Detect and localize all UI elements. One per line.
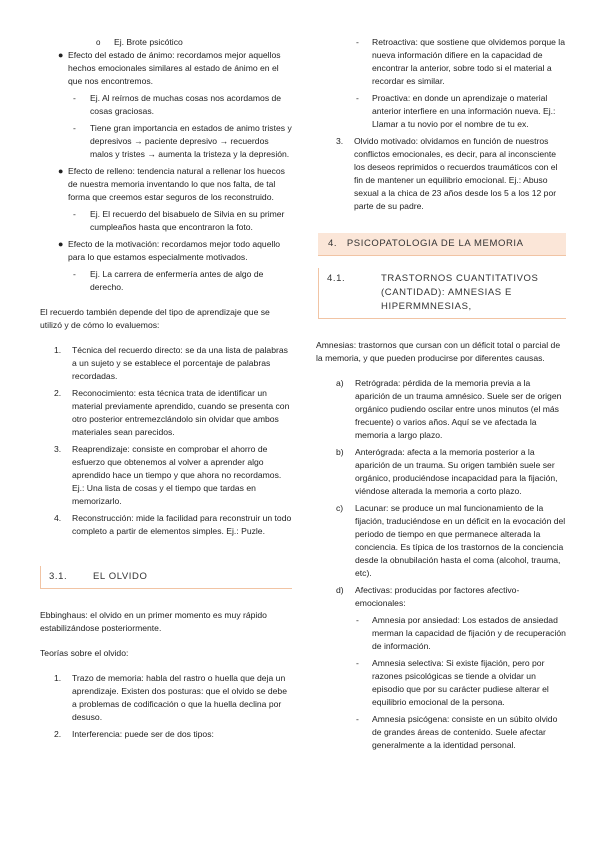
list-item bbox=[318, 713, 566, 752]
subsection-heading-trastornos bbox=[318, 268, 566, 319]
bullet-icon: ● bbox=[58, 50, 64, 60]
list-item-text: Retroactiva: que sostiene que olvidemos porque la nueva información difiere en la capacidad de encontrar la anterior, sobre todo si el material a recordar es similar. bbox=[372, 37, 565, 86]
list-item-text: Efecto de relleno: tendencia natural a rellenar los huecos de nuestra memoria inventando lo que nos falta, de tal forma que creemos estar seguros de los reconstruido. bbox=[68, 166, 285, 202]
list-item bbox=[40, 165, 292, 204]
list-item-text: Ej. La carrera de enfermería antes de algo de derecho. bbox=[90, 269, 264, 292]
paragraph-recuerdo: El recuerdo también depende del tipo de aprendizaje que se utilizó y de cómo lo evaluemos: bbox=[40, 307, 270, 330]
list-item bbox=[40, 268, 292, 294]
list-item-text: Reconocimiento: esta técnica trata de identificar un material previamente aprendido, cuando se presenta con otro posterior entremezclándolo sin olvidar que ambos materiales sean parecidos. bbox=[72, 388, 290, 437]
list-item-text: Retrógrada: pérdida de la memoria previa a la aparición de un trauma amnésico. Suele ser de origen orgánico pudiendo oscilar entre unos minutos (el más frecuente) o varios años. Aquí se ve afectada la memoria a largo plazo. bbox=[355, 378, 562, 440]
list-item-text: Afectivas: producidas por factores afectivo-emocionales: bbox=[355, 585, 520, 608]
list-letter: b) bbox=[336, 447, 344, 457]
list-item bbox=[40, 238, 292, 264]
heading-title: TRASTORNOS CUANTITATIVOS (CANTIDAD): AMNESIAS E HIPERMMNESIAS, bbox=[381, 273, 539, 312]
paragraph-amnesias: Amnesias: trastornos que cursan con un déficit total o parcial de la memoria, y que pueden producirse por diferentes causas. bbox=[316, 340, 561, 363]
list-item bbox=[318, 377, 566, 442]
dash-icon: - bbox=[356, 37, 359, 47]
list-letter: d) bbox=[336, 585, 344, 595]
list-item bbox=[318, 657, 566, 709]
heading-number: 4. bbox=[328, 238, 338, 249]
list-item-text: Anterógrada: afecta a la memoria posterior a la aparición de un trauma. Su origen también suele ser orgánico, produciéndose incapacidad para la fijación, viéndose alterada la memoria a corto plazo. bbox=[355, 447, 558, 496]
bullet-icon: ● bbox=[58, 239, 64, 249]
list-item-text: Ej. Brote psicótico bbox=[114, 37, 183, 47]
list-number: 1. bbox=[54, 673, 62, 683]
right-column bbox=[318, 36, 566, 752]
list-item bbox=[40, 36, 292, 49]
heading-title: PSICOPATOLOGIA DE LA MEMORIA bbox=[346, 238, 524, 249]
list-item-text: Lacunar: se produce un mal funcionamiento de la fijación, traduciéndose en un déficit en la evocación del periodo de tiempo en que permanece alterada la conciencia. Es típica de los trastornos de la conciencia desde la obnubilación hasta el coma (alcohol, trauma, etc). bbox=[355, 503, 566, 578]
list-item bbox=[318, 135, 566, 213]
list-letter: c) bbox=[336, 503, 344, 513]
list-item bbox=[40, 512, 292, 538]
heading-number: 3.1. bbox=[49, 571, 68, 582]
list-item-text: Proactiva: en donde un aprendizaje o material anterior interfiere en una información nueva. Ej.: Llamar a tu novio por el nombre de tu ex. bbox=[372, 93, 556, 129]
list-item-text: Reaprendizaje: consiste en comprobar el ahorro de esfuerzo que obtenemos al volver a aprender algo aprendido hace un tiempo y que ahora no recordamos. Ej.: Una lista de cosas y el tiempo que tardas en memorizarlo. bbox=[72, 444, 282, 506]
list-number: 3. bbox=[336, 136, 344, 146]
list-item bbox=[40, 92, 292, 118]
dash-icon: - bbox=[73, 269, 76, 279]
paragraph-teorias: Teorías sobre el olvido: bbox=[40, 648, 129, 658]
section-heading-psicopatologia bbox=[318, 233, 566, 256]
list-item-text: Ej. Al reírnos de muchas cosas nos acordamos de cosas graciosas. bbox=[90, 93, 282, 116]
list-item-text: Amnesia psicógena: consiste en un súbito olvido de grandes áreas de contenido. Suele afectar generalmente a la identidad personal. bbox=[372, 714, 558, 750]
list-number: 2. bbox=[54, 729, 62, 739]
list-letter: a) bbox=[336, 378, 344, 388]
list-number: 1. bbox=[54, 345, 62, 355]
paragraph-ebbinghaus: Ebbinghaus: el olvido en un primer momento es muy rápido estabilizándose posteriormente. bbox=[40, 610, 267, 633]
list-item bbox=[40, 49, 292, 88]
dash-icon: - bbox=[356, 714, 359, 724]
list-item-text: Efecto del estado de ánimo: recordamos mejor aquellos hechos emocionales similares al estado de ánimo en el que nos encontremos. bbox=[68, 50, 281, 86]
dash-icon: - bbox=[356, 615, 359, 625]
list-item bbox=[318, 36, 566, 88]
list-item bbox=[40, 443, 292, 508]
list-item bbox=[318, 614, 566, 653]
list-item-text: Tiene gran importancia en estados de animo tristes y depresivos → paciente depresivo → recuerdos malos y tristes → aumenta la tristeza y la depresión. bbox=[90, 123, 292, 159]
heading-number: 4.1. bbox=[327, 273, 346, 284]
list-item-text: Ej. El recuerdo del bisabuelo de Silvia en su primer cumpleaños hasta que encontraron la foto. bbox=[90, 209, 285, 232]
list-item bbox=[40, 672, 292, 724]
left-column bbox=[40, 36, 292, 741]
list-item-text: Amnesia por ansiedad: Los estados de ansiedad merman la capacidad de fijación y de recuperación de información. bbox=[372, 615, 566, 651]
list-item bbox=[318, 502, 566, 580]
list-item bbox=[40, 387, 292, 439]
list-item-text: Interferencia: puede ser de dos tipos: bbox=[72, 729, 214, 739]
list-item bbox=[40, 344, 292, 383]
list-number: 4. bbox=[54, 513, 62, 523]
list-item bbox=[318, 584, 566, 610]
dash-icon: - bbox=[73, 209, 76, 219]
list-item-text: Efecto de la motivación: recordamos mejor todo aquello para lo que estamos especialmente motivados. bbox=[68, 239, 281, 262]
dash-icon: - bbox=[73, 93, 76, 103]
list-number: 2. bbox=[54, 388, 62, 398]
list-item bbox=[40, 728, 292, 741]
list-item-text: Técnica del recuerdo directo: se da una lista de palabras a un sujeto y se establece el porcentaje de palabras recordadas. bbox=[72, 345, 288, 381]
list-number: 3. bbox=[54, 444, 62, 454]
list-item bbox=[40, 122, 292, 161]
bullet-icon: ● bbox=[58, 166, 64, 176]
list-item bbox=[318, 92, 566, 131]
list-item bbox=[318, 446, 566, 498]
list-item bbox=[40, 208, 292, 234]
section-heading-olvido bbox=[40, 566, 292, 589]
dash-icon: - bbox=[356, 658, 359, 668]
list-item-text: Amnesia selectiva: Si existe fijación, pero por razones psicológicas se tiende a olvidar un episodio que por su carácter pudiese alterar el equilibrio emocional de la persona. bbox=[372, 658, 549, 707]
list-item-text: Olvido motivado: olvidamos en función de nuestros conflictos emocionales, es decir, para al inconsciente los deseos reprimidos o recuerdos traumáticos con el fin de mantener un equilibrio emocional. Ej.: Abuso sexual a la chica de 23 años desde los 5 a los 12 por parte de su padre. bbox=[354, 136, 558, 211]
dash-icon: - bbox=[356, 93, 359, 103]
heading-title: EL OLVIDO bbox=[93, 571, 148, 582]
dash-icon: - bbox=[73, 123, 76, 133]
circle-bullet-icon: o bbox=[96, 38, 101, 47]
list-item-text: Reconstrucción: mide la facilidad para reconstruir un todo completo a partir de elementos simples. Ej.: Puzle. bbox=[72, 513, 292, 536]
list-item-text: Trazo de memoria: habla del rastro o huella que deja un aprendizaje. Existen dos posturas: que el olvido se debe a problemas de codificación o que la huella declina por desuso. bbox=[72, 673, 287, 722]
